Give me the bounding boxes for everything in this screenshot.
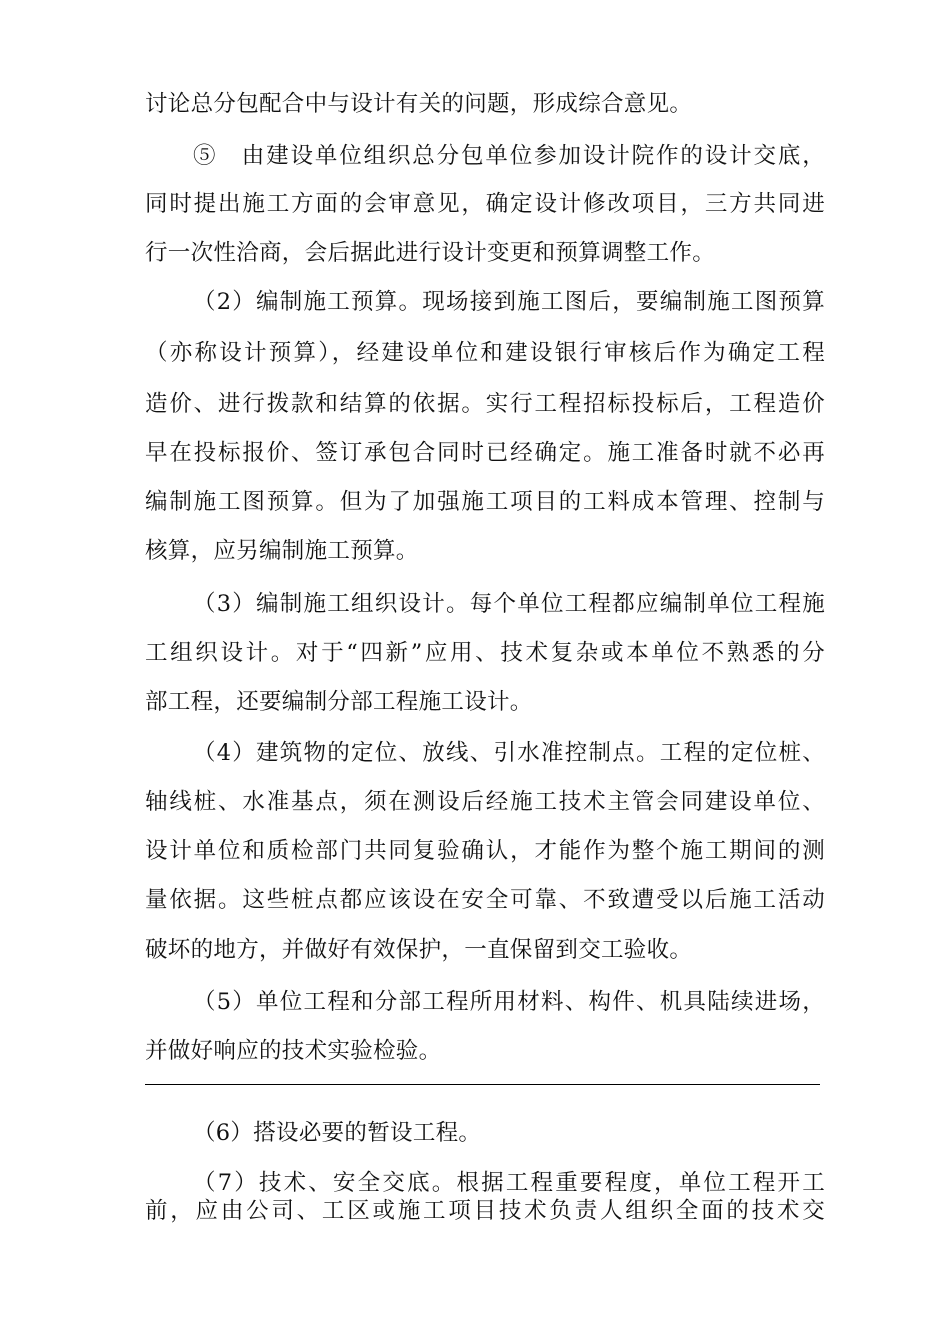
text-line-23: 前，应由公司、工区或施工项目技术负责人组织全面的技术交: [145, 1198, 825, 1224]
text-line-5: （2）编制施工预算。现场接到施工图后，要编制施工图预算: [193, 289, 825, 315]
text-line-20: 并做好响应的技术实验检验。: [145, 1038, 442, 1064]
page-divider: [145, 1084, 820, 1085]
text-line-19: （5）单位工程和分部工程所用材料、构件、机具陆续进场，: [193, 989, 825, 1015]
text-line-3: 同时提出施工方面的会审意见，确定设计修改项目，三方共同进: [145, 191, 825, 217]
text-line-17: 量依据。这些桩点都应该设在安全可靠、不致遭受以后施工活动: [145, 887, 825, 913]
text-line-8: 早在投标报价、签订承包合同时已经确定。施工准备时就不必再: [145, 440, 825, 466]
text-line-6: （亦称设计预算），经建设单位和建设银行审核后作为确定工程: [145, 340, 825, 366]
text-line-16: 设计单位和质检部门共同复验确认，才能作为整个施工期间的测: [145, 838, 825, 864]
text-line-11: （3）编制施工组织设计。每个单位工程都应编制单位工程施: [193, 591, 825, 617]
text-line-14: （4）建筑物的定位、放线、引水准控制点。工程的定位桩、: [193, 740, 825, 766]
text-line-7: 造价、进行拨款和结算的依据。实行工程招标投标后，工程造价: [145, 391, 825, 417]
text-line-13: 部工程，还要编制分部工程施工设计。: [145, 689, 533, 715]
text-line-18: 破坏的地方，并做好有效保护，一直保留到交工验收。: [145, 937, 693, 963]
text-line-10: 核算，应另编制施工预算。: [145, 538, 419, 564]
text-line-21: （6）搭设必要的暂设工程。: [193, 1120, 482, 1146]
text-line-1: 讨论总分包配合中与设计有关的问题，形成综合意见。: [145, 91, 693, 117]
text-line-12: 工组织设计。对于“四新”应用、技术复杂或本单位不熟悉的分: [145, 640, 825, 666]
text-line-9: 编制施工图预算。但为了加强施工项目的工料成本管理、控制与: [145, 489, 825, 515]
text-line-22: （7）技术、安全交底。根据工程重要程度，单位工程开工: [193, 1170, 825, 1196]
text-line-2: ⑤ 由建设单位组织总分包单位参加设计院作的设计交底，: [193, 143, 825, 169]
text-line-15: 轴线桩、水准基点，须在测设后经施工技术主管会同建设单位、: [145, 789, 825, 815]
text-line-4: 行一次性洽商，会后据此进行设计变更和预算调整工作。: [145, 240, 716, 266]
